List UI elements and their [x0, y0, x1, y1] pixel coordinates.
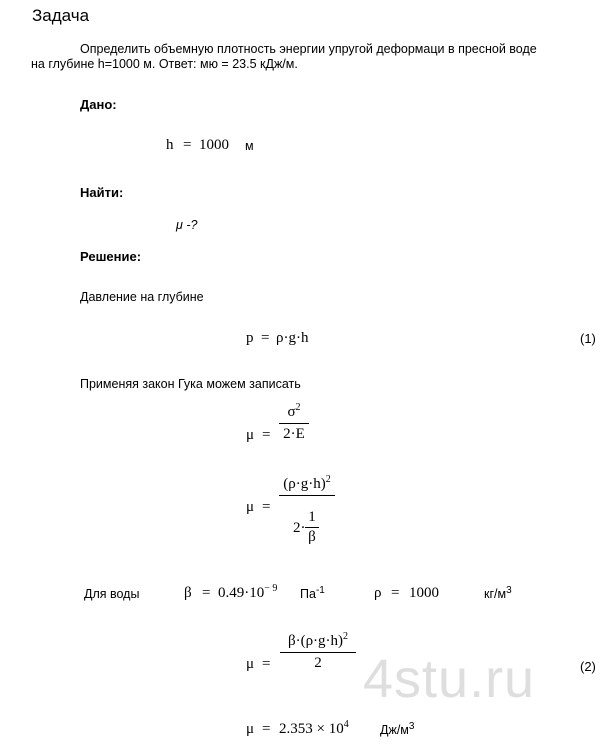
pressure-lhs: p	[246, 330, 254, 346]
mu-symbol-1: μ	[246, 427, 255, 443]
mu-symbol-4: μ	[246, 721, 255, 737]
equals-4: =	[262, 721, 271, 737]
beta-value	[218, 585, 277, 602]
beta-unit	[300, 584, 325, 601]
one-over-beta-numerator: 1	[308, 509, 316, 525]
fraction-2-bar	[279, 495, 335, 496]
fraction-3-numerator	[280, 633, 356, 650]
pressure-squared-exponent: 2	[325, 474, 331, 485]
fraction-one-over-beta	[305, 509, 319, 546]
fraction-3-denominator: 2	[314, 655, 322, 671]
hooke-text: Применяя закон Гука можем записать	[80, 377, 301, 391]
watermark-text: 4stu.ru	[363, 649, 536, 709]
pressure-text: Давление на глубине	[80, 290, 204, 304]
equation-number-1: (1)	[580, 331, 596, 346]
beta-equals: =	[202, 585, 211, 601]
result-unit	[380, 720, 415, 737]
beta-symbol: β	[184, 585, 192, 601]
beta-exponent: − 9	[264, 583, 278, 594]
beta-mantissa: 0.49·10	[218, 585, 265, 601]
one-over-beta-bar	[305, 527, 319, 528]
result-unit-base: Дж/м	[380, 723, 409, 737]
beta-pressure-squared-base: β·(ρ·g·h)	[287, 633, 344, 649]
page-title: Задача	[32, 6, 90, 25]
fraction-1-bar	[279, 423, 309, 424]
fraction-2-den-prefix: 2·	[293, 520, 306, 536]
given-h-label: h	[166, 137, 174, 153]
beta-pressure-squared-exponent: 2	[343, 631, 349, 642]
result-unit-exponent: 3	[408, 720, 415, 732]
rho-unit-base: кг/м	[484, 587, 507, 601]
find-expression: μ -?	[176, 218, 198, 232]
result-value	[279, 721, 349, 738]
pressure-equals: =	[261, 330, 270, 346]
one-over-beta-denominator: β	[308, 529, 316, 545]
solution-heading: Решение:	[80, 249, 142, 264]
fraction-pressure-squared-over-2-inv-beta	[279, 476, 335, 496]
pressure-squared-base: (ρ·g·h)	[283, 476, 326, 492]
fraction-1-denominator: 2·E	[283, 426, 305, 442]
sigma-exponent: 2	[295, 402, 301, 413]
rho-symbol: ρ	[374, 585, 382, 601]
given-heading: Дано:	[80, 97, 117, 112]
rho-unit-exponent: 3	[506, 584, 512, 596]
fraction-2-numerator	[279, 476, 335, 493]
beta-unit-base: Па	[300, 587, 316, 601]
rho-unit	[484, 584, 512, 601]
given-h-value: 1000	[199, 137, 229, 153]
problem-line-1: Определить объемную плотность энергии упругой деформаци в пресной воде	[80, 42, 537, 56]
fraction-3-bar	[280, 652, 356, 653]
find-heading: Найти:	[80, 185, 124, 200]
sigma-base: σ	[287, 404, 296, 420]
rho-value: 1000	[409, 585, 439, 601]
mu-symbol-2: μ	[246, 499, 255, 515]
problem-line-2: на глубине h=1000 м. Ответ: мю = 23.5 кДж/м.	[31, 57, 298, 71]
equals-1: =	[262, 427, 271, 443]
given-h-unit: м	[245, 139, 254, 153]
equation-number-2: (2)	[580, 659, 596, 674]
rho-equals: =	[391, 585, 400, 601]
fraction-1-numerator	[279, 404, 309, 421]
water-label: Для воды	[84, 587, 140, 601]
result-exponent: 4	[343, 719, 349, 730]
equals-2: =	[262, 499, 271, 515]
pressure-rhs: ρ·g·h	[276, 330, 309, 346]
beta-unit-exponent: -1	[315, 584, 325, 596]
mu-symbol-3: μ	[246, 656, 255, 672]
fraction-sigma-over-2e	[279, 404, 309, 443]
fraction-beta-pressure-squared-over-2	[280, 633, 356, 672]
result-mantissa: 2.353 × 10	[279, 721, 344, 737]
given-equals: =	[183, 137, 192, 153]
equals-3: =	[262, 656, 271, 672]
